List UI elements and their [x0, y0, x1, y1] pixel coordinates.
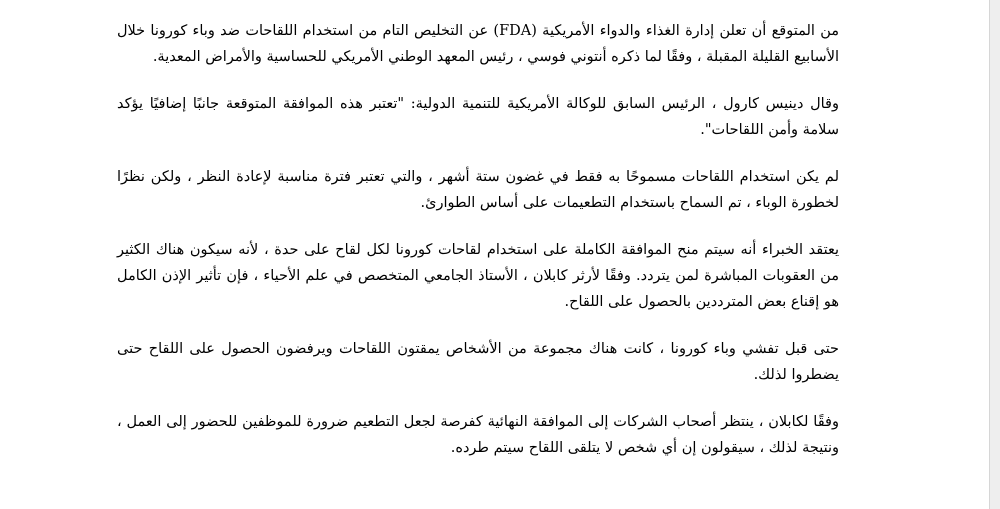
paragraph-carroll-quote: وقال دينيس كارول ، الرئيس السابق للوكالة الأمريكية للتنمية الدولية: "تعتبر هذه الموافقة المتوقعة جانبًا إضافيًا يؤكد سلامة وأمن اللقاحات".	[117, 96, 839, 138]
paragraph-emergency-use: لم يكن استخدام اللقاحات مسموحًا به فقط في غضون ستة أشهر ، والتي تعتبر فترة مناسبة لإعادة النظر ، ولكن نظرًا لخطورة الوباء ، تم السماح باستخدام التطعيمات على أساس الطوارئ.	[117, 169, 839, 211]
paragraph-vaccine-refusers: حتى قبل تفشي وباء كورونا ، كانت هناك مجموعة من الأشخاص يمقتون اللقاحات ويرفضون الحصول على اللقاح حتى يضطروا لذلك.	[117, 341, 839, 383]
paragraph-experts-caplan: يعتقد الخبراء أنه سيتم منح الموافقة الكاملة على استخدام لقاحات كورونا لكل لقاح على حدة ، لأنه سيكون هناك الكثير من العقوبات المباشرة لمن يتردد. وفقًا لأرثر كابلان ، الأستاذ الجامعي المتخصص في علم الأحياء ، فإن تأثير الإذن الكامل هو إقناع بعض المترددين بالحصول على اللقاح.	[117, 242, 839, 310]
paragraph-employers: وفقًا لكابلان ، ينتظر أصحاب الشركات إلى الموافقة النهائية كفرصة لجعل التطعيم ضرورة للموظفين للحضور إلى العمل ، ونتيجة لذلك ، سيقولون إن أي شخص لا يتلقى اللقاح سيتم طرده.	[117, 414, 839, 456]
paragraph-fda-announcement: من المتوقع أن تعلن إدارة الغذاء والدواء الأمريكية (FDA) عن التخليص التام من استخدام اللقاحات ضد وباء كورونا خلال الأسابيع القليلة المقبلة ، وفقًا لما ذكره أنتوني فوسي ، رئيس المعهد الوطني الأمريكي للحساسية والأمراض المعدية.	[117, 23, 840, 65]
page-edge-scrollbar	[989, 0, 1000, 509]
article-body	[117, 18, 839, 461]
